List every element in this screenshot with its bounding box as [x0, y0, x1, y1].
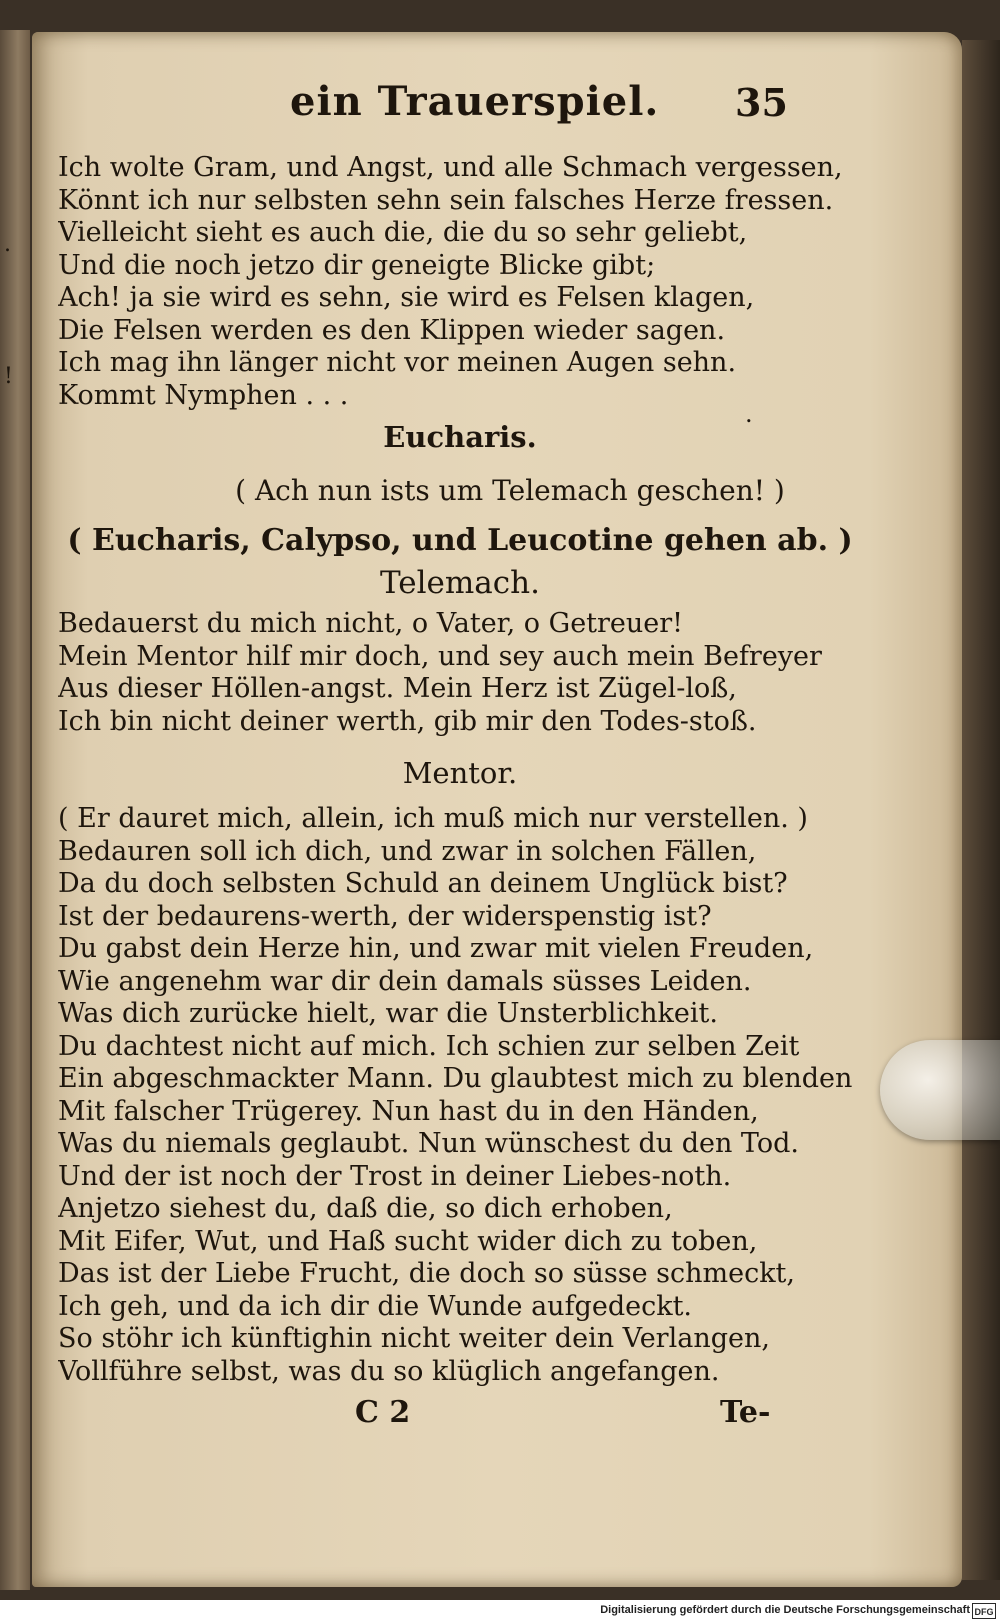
verse-line: Mit Eifer, Wut, und Haß sucht wider dich zu toben, [58, 1225, 758, 1257]
aside-line: ( Ach nun ists um Telemach geschen! ) [235, 474, 785, 507]
verse-line: Und die noch jetzo dir geneigte Blicke gibt; [58, 249, 656, 281]
verse-line: Du dachtest nicht auf mich. Ich schien zur selben Zeit [58, 1030, 800, 1062]
verse-line: Vollführe selbst, was du so klüglich angefangen. [58, 1355, 720, 1387]
verse-line: Die Felsen werden es den Klippen wieder sagen. [58, 314, 726, 346]
verse-line: Das ist der Liebe Frucht, die doch so süsse schmeckt, [58, 1258, 795, 1289]
catchword: Te- [720, 1395, 771, 1430]
verse-line: Ist der bedaurens-werth, der widerspenstig ist? [58, 900, 712, 932]
book-right-edge [962, 40, 1000, 1580]
verse-line: Ach! ja sie wird es sehn, sie wird es Felsen klagen, [58, 282, 755, 313]
verse-line: Wie angenehm war dir dein damals süsses Leiden. [58, 965, 752, 997]
previous-page-edge [0, 30, 30, 1590]
verse-line: Bedauren soll ich dich, und zwar in solchen Fällen, [58, 835, 757, 867]
margin-mark: . [4, 232, 11, 257]
verse-line: Mit falscher Trügerey. Nun hast du in den Händen, [58, 1095, 759, 1127]
verse-line: Aus dieser Höllen-angst. Mein Herz ist Zügel-loß, [58, 673, 737, 704]
verse-block-mentor [58, 803, 868, 1388]
verse-line: Da du doch selbsten Schuld an deinem Unglück bist? [58, 868, 788, 899]
verse-line: So stöhr ich künftighin nicht weiter dein Verlangen, [58, 1323, 770, 1354]
verse-block-telemach [58, 608, 868, 738]
speaker-name-mentor: Mentor. [402, 756, 518, 790]
margin-mark: ! [4, 364, 13, 389]
printer-signature: C 2 [355, 1395, 411, 1430]
verse-line: Bedauerst du mich nicht, o Vater, o Getreuer! [58, 608, 684, 639]
verse-line: ( Er dauret mich, allein, ich muß mich nur verstellen. ) [58, 803, 808, 834]
stray-mark: . [745, 400, 753, 428]
page-holder-clip [880, 1040, 1000, 1140]
verse-line: Ein abgeschmackter Mann. Du glaubtest mich zu blenden [58, 1063, 853, 1094]
verse-line: Was du niemals geglaubt. Nun wünschest du den Tod. [58, 1128, 799, 1159]
verse-line: Könnt ich nur selbsten sehn sein falsches Herze fressen. [58, 184, 834, 216]
verse-line: Was dich zurücke hielt, war die Unsterblichkeit. [58, 998, 718, 1029]
verse-line: Ich bin nicht deiner werth, gib mir den Todes-stoß. [58, 705, 757, 737]
verse-line: Kommt Nymphen . . . [58, 379, 349, 411]
funding-notice: Digitalisierung gefördert durch die Deutsche Forschungsgemeinschaft [600, 1604, 970, 1616]
verse-line: Vielleicht sieht es auch die, die du so sehr geliebt, [58, 217, 748, 248]
stage-direction: ( Eucharis, Calypso, und Leucotine gehen ab. ) [67, 523, 853, 558]
verse-line: Ich wolte Gram, und Angst, und alle Schmach vergessen, [58, 152, 843, 183]
verse-block-calypso [58, 152, 868, 412]
dfg-logo: DFG [972, 1603, 996, 1619]
verse-line: Ich geh, und da ich dir die Wunde aufgedeckt. [58, 1290, 692, 1322]
speaker-name-eucharis: Eucharis. [383, 420, 537, 454]
verse-line: Anjetzo siehest du, daß die, so dich erhoben, [58, 1193, 673, 1224]
digitization-footer [0, 1600, 1000, 1624]
verse-line: Und der ist noch der Trost in deiner Liebes-noth. [58, 1160, 732, 1192]
verse-line: Du gabst dein Herze hin, und zwar mit vielen Freuden, [58, 933, 814, 964]
page-number: 35 [735, 80, 788, 125]
running-title: ein Trauerspiel. [290, 78, 660, 125]
verse-line: Mein Mentor hilf mir doch, und sey auch mein Befreyer [58, 640, 822, 672]
verse-line: Ich mag ihn länger nicht vor meinen Augen sehn. [58, 347, 737, 378]
speaker-name-telemach: Telemach. [380, 565, 540, 601]
